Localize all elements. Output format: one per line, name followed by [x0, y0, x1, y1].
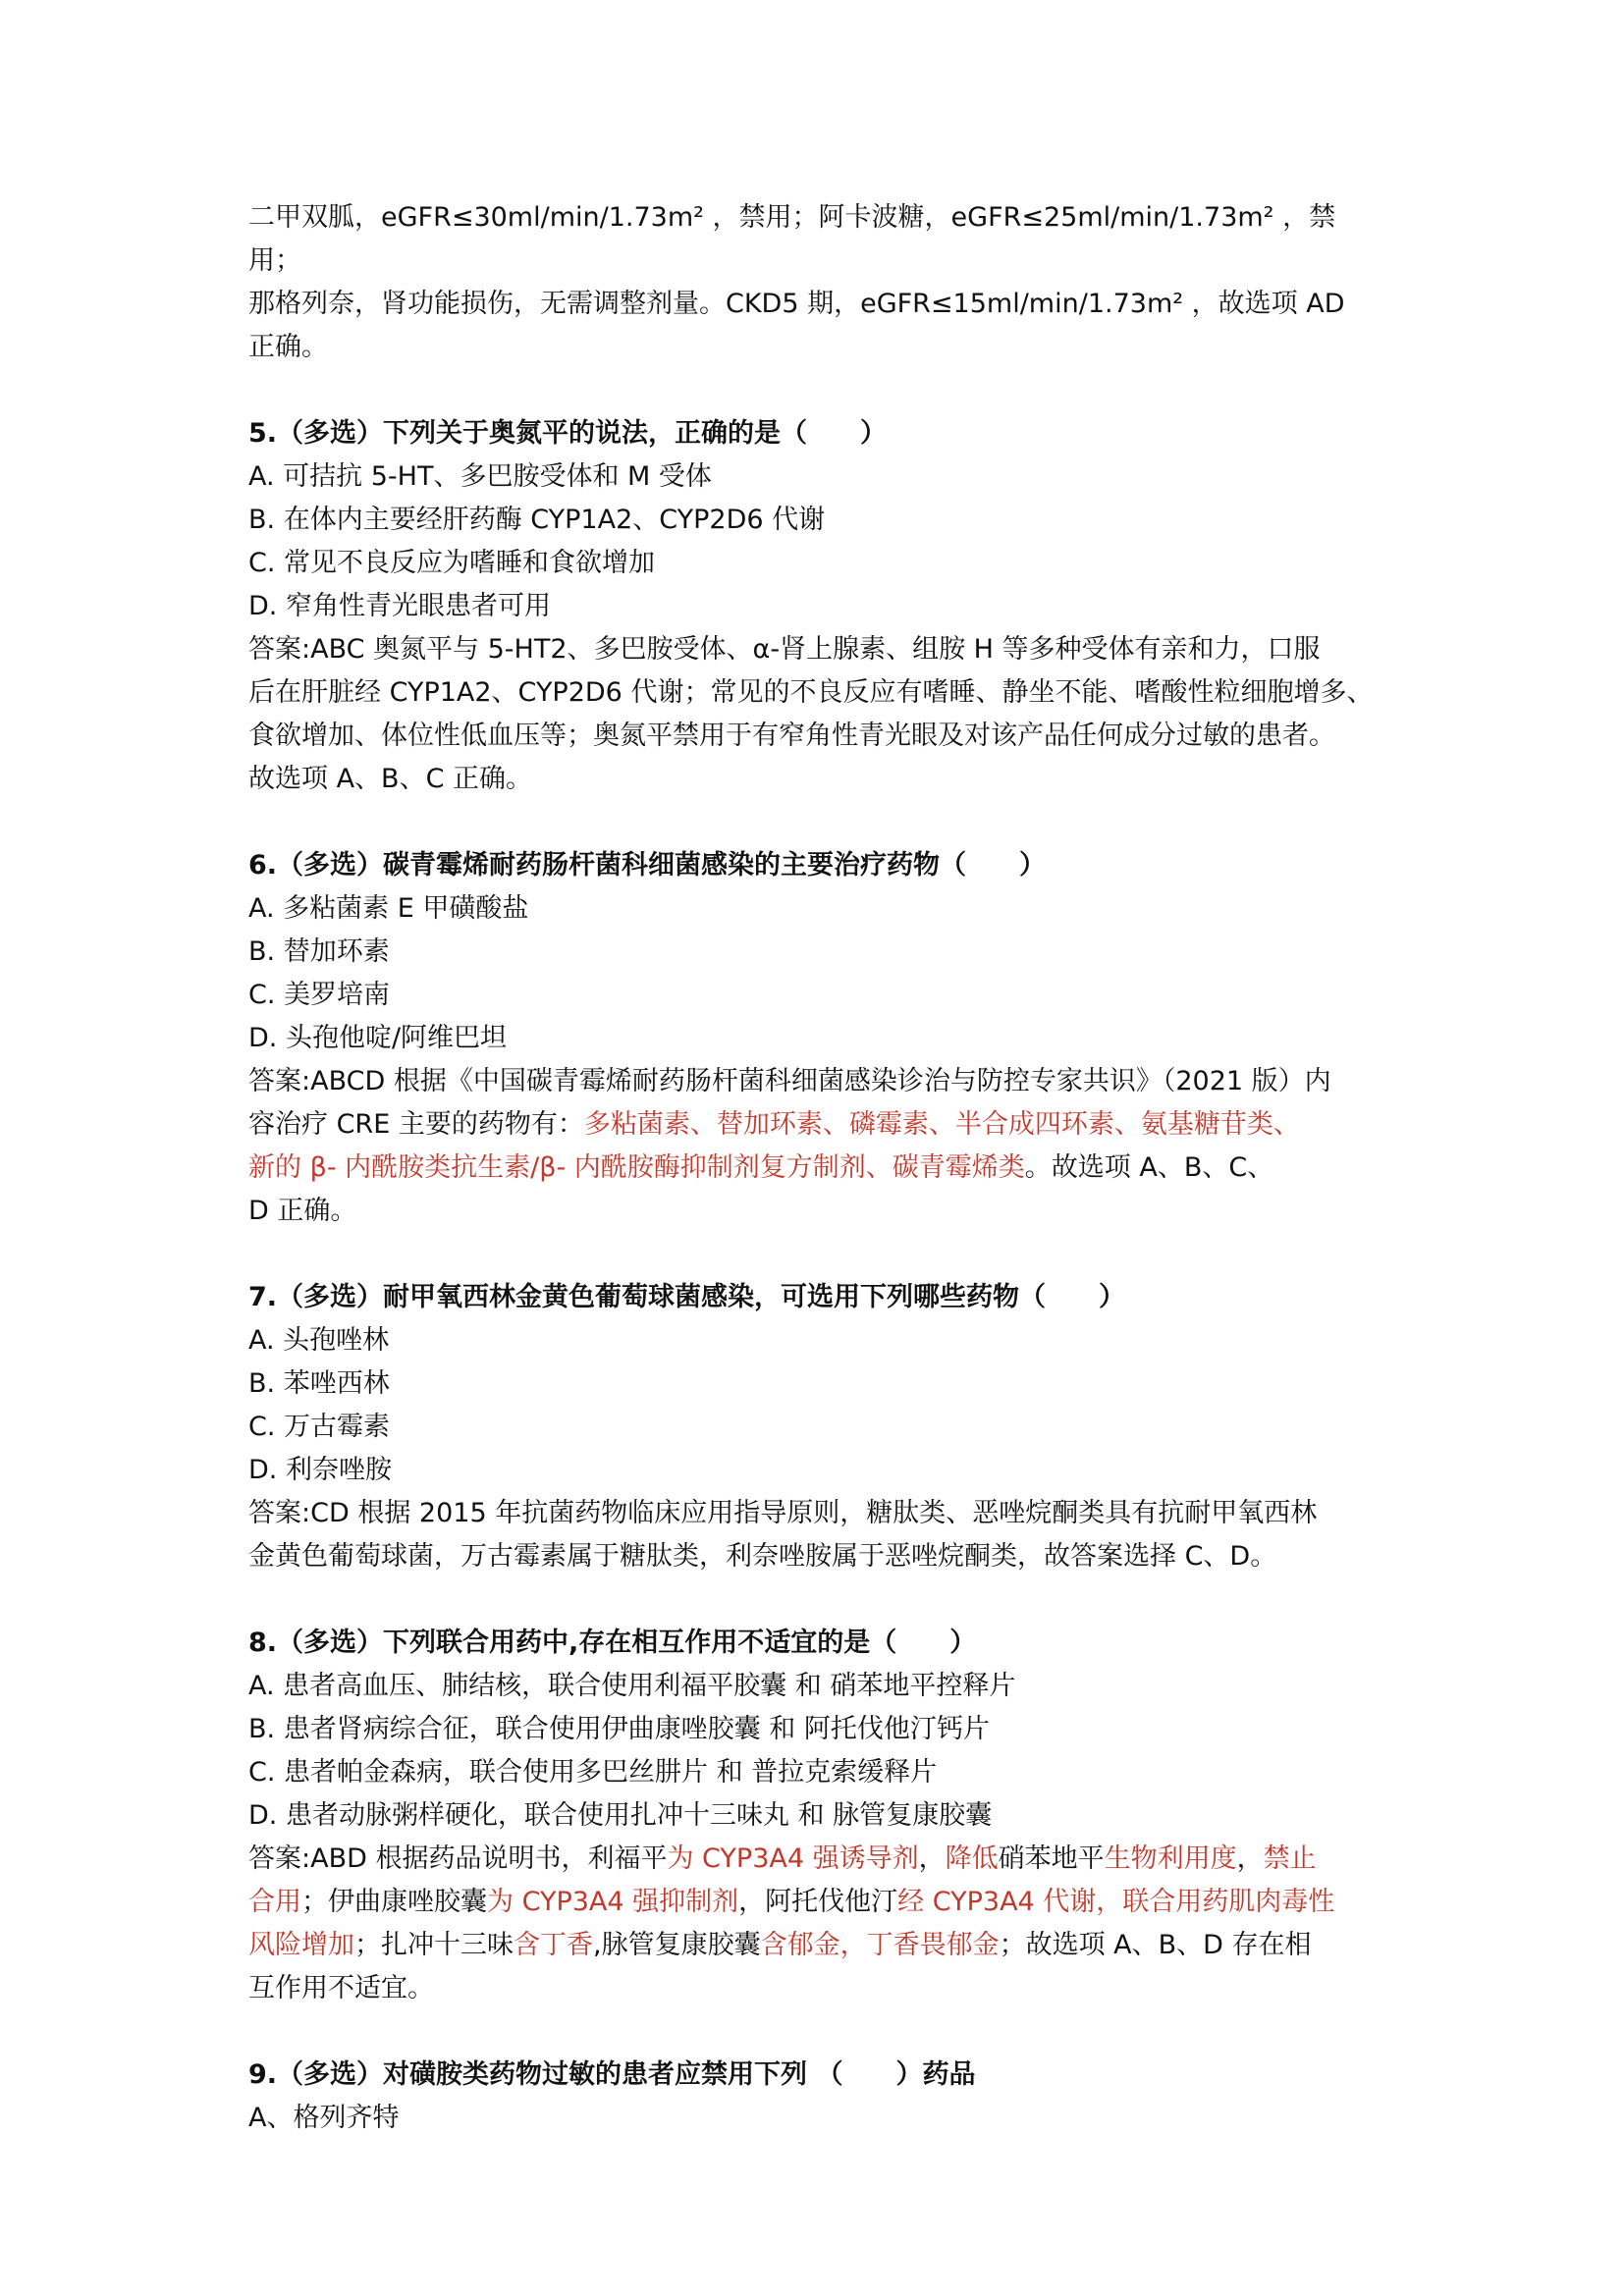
question-7-answer-line-2: 金黄色葡萄球菌，万古霉素属于糖肽类，利奈唑胺属于恶唑烷酮类，故答案选择 C、D。 [248, 1541, 1277, 1572]
question-5-answer-line-4: 故选项 A、B、C 正确。 [248, 764, 533, 794]
question-6-option-c: C. 美罗培南 [248, 980, 391, 1010]
question-7-answer-line-1: 答案:CD 根据 2015 年抗菌药物临床应用指导原则，糖肽类、恶唑烷酮类具有抗耐甲氧西林 [248, 1498, 1318, 1528]
answer-highlight: 禁止 [1263, 1843, 1317, 1874]
question-5-answer-line-3: 食欲增加、体位性低血压等；奥氮平禁用于有窄角性青光眼及对该产品任何成分过敏的患者。 [248, 721, 1335, 751]
question-7-option-b: B. 苯唑西林 [248, 1368, 390, 1399]
question-7-option-c: C. 万古霉素 [248, 1412, 391, 1442]
answer-highlight: 多粘菌素、替加环素、磷霉素、半合成四环素、氨基糖苷类、 [583, 1109, 1300, 1140]
question-6-option-a: A. 多粘菌素 E 甲磺酸盐 [248, 893, 529, 924]
answer-text: ；故选项 A、B、D 存在相 [999, 1930, 1312, 1960]
question-8-option-c: C. 患者帕金森病，联合使用多巴丝肼片 和 普拉克索缓释片 [248, 1757, 938, 1788]
answer-highlight: 生物利用度 [1104, 1843, 1237, 1874]
answer-text: 答案:ABD 根据药品说明书，利福平 [248, 1843, 668, 1874]
question-8-option-d: D. 患者动脉粥样硬化，联合使用扎冲十三味丸 和 脉管复康胶囊 [248, 1800, 993, 1831]
question-9-option-a: A、格列齐特 [248, 2103, 400, 2133]
question-5-option-d: D. 窄角性青光眼患者可用 [248, 591, 551, 621]
question-8-answer-line-1 [248, 1838, 1387, 1881]
answer-text: 硝苯地平 [998, 1843, 1105, 1874]
question-7-option-a: A. 头孢唑林 [248, 1325, 390, 1356]
answer-text: 。故选项 A、B、C、 [1024, 1152, 1274, 1183]
question-8-answer-line-3 [248, 1924, 1387, 1967]
question-6-title: 6.（多选）碳青霉烯耐药肠杆菌科细菌感染的主要治疗药物（ ） [248, 850, 1047, 881]
question-9-title: 9.（多选）对磺胺类药物过敏的患者应禁用下列 （ ）药品 [248, 2059, 976, 2090]
document-content [248, 196, 1387, 2140]
question-6-answer-line-4: D 正确。 [248, 1196, 357, 1226]
question-6-answer-line-3 [248, 1147, 1387, 1190]
answer-highlight: 为 CYP3A4 强抑制剂 [487, 1887, 739, 1917]
question-6-answer-line-2 [248, 1103, 1387, 1147]
answer-text: ；伊曲康唑胶囊 [301, 1887, 487, 1917]
question-5-answer-line-1: 答案:ABC 奥氮平与 5-HT2、多巴胺受体、α-肾上腺素、组胺 H 等多种受体有亲和力，口服 [248, 634, 1321, 665]
question-5-option-c: C. 常见不良反应为嗜睡和食欲增加 [248, 548, 656, 578]
answer-text: ， [1236, 1843, 1264, 1874]
spacer [248, 2010, 1387, 2054]
answer-highlight: 合用 [248, 1887, 301, 1917]
answer-text: ， [918, 1843, 946, 1874]
question-6-answer-line-1: 答案:ABCD 根据《中国碳青霉烯耐药肠杆菌科细菌感染诊治与防控专家共识》（2021 版）内 [248, 1066, 1331, 1096]
answer-highlight: 含丁香 [514, 1930, 593, 1960]
question-5-title: 5.（多选）下列关于奥氮平的说法，正确的是（ ） [248, 418, 888, 449]
spacer [248, 369, 1387, 412]
answer-text: 容治疗 CRE 主要的药物有： [248, 1109, 584, 1140]
spacer [248, 1578, 1387, 1622]
question-8-title: 8.（多选）下列联合用药中,存在相互作用不适宜的是（ ） [248, 1628, 977, 1658]
question-7-option-d: D. 利奈唑胺 [248, 1455, 392, 1485]
intro-line-1: 二甲双胍，eGFR≤30ml/min/1.73m² ，禁用；阿卡波糖，eGFR≤25ml/min/1.73m² ，禁用； [248, 202, 1336, 276]
question-6-option-d: D. 头孢他啶/阿维巴坦 [248, 1023, 508, 1053]
question-7-title: 7.（多选）耐甲氧西林金黄色葡萄球菌感染，可选用下列哪些药物（ ） [248, 1282, 1126, 1312]
question-6-option-b: B. 替加环素 [248, 936, 390, 967]
answer-text: ；扎冲十三味 [354, 1930, 514, 1960]
answer-highlight: 为 CYP3A4 强诱导剂 [667, 1843, 919, 1874]
question-8-answer-line-2 [248, 1881, 1387, 1924]
answer-highlight: 含郁金，丁香畏郁金 [760, 1930, 1000, 1960]
intro-line-3: 正确。 [248, 332, 328, 362]
question-8-option-b: B. 患者肾病综合征，联合使用伊曲康唑胶囊 和 阿托伐他汀钙片 [248, 1714, 990, 1744]
answer-highlight: 风险增加 [248, 1930, 354, 1960]
question-8-answer-line-4: 互作用不适宜。 [248, 1973, 434, 2003]
spacer [248, 1233, 1387, 1276]
answer-text: ,脉管复康胶囊 [593, 1930, 761, 1960]
intro-line-2: 那格列奈，肾功能损伤，无需调整剂量。CKD5 期，eGFR≤15ml/min/1.73m² ，故选项 AD [248, 289, 1345, 319]
answer-text: ，阿托伐他汀 [738, 1887, 898, 1917]
question-5-option-a: A. 可拮抗 5-HT、多巴胺受体和 M 受体 [248, 461, 712, 492]
question-8-option-a: A. 患者高血压、肺结核，联合使用利福平胶囊 和 硝苯地平控释片 [248, 1671, 1016, 1701]
answer-highlight: 经 CYP3A4 代谢，联合用药肌肉毒性 [897, 1887, 1335, 1917]
answer-highlight: 新的 β- 内酰胺类抗生素/β- 内酰胺酶抑制剂复方制剂、碳青霉烯类 [248, 1152, 1025, 1183]
question-5-option-b: B. 在体内主要经肝药酶 CYP1A2、CYP2D6 代谢 [248, 505, 826, 535]
spacer [248, 801, 1387, 844]
question-5-answer-line-2: 后在肝脏经 CYP1A2、CYP2D6 代谢；常见的不良反应有嗜睡、静坐不能、嗜酸性粒细胞增多、 [248, 677, 1374, 708]
answer-highlight: 降低 [945, 1843, 999, 1874]
